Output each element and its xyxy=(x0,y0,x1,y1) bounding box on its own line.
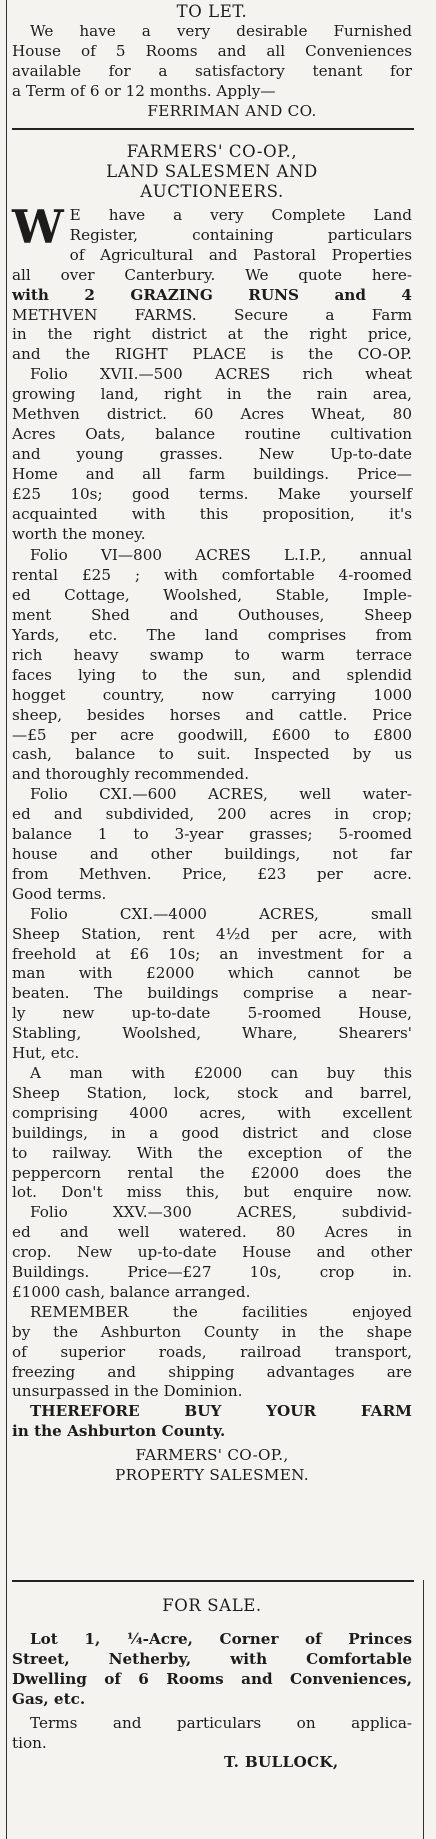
folio-xvii xyxy=(12,365,412,544)
folio-line: ly new up-to-date 5-roomed House, xyxy=(12,1004,412,1023)
for-sale-line: Dwelling of 6 Rooms and Conveniences, xyxy=(12,1669,412,1688)
folio-line: Folio CXI.—4000 ACRES, small xyxy=(30,904,412,923)
folio-line: worth the money. xyxy=(12,524,146,543)
folio-line: acquainted with this proposition, it's xyxy=(12,504,412,523)
intro-line: and the RIGHT PLACE is the CO-OP. xyxy=(12,345,412,364)
for-sale-line: Street, Netherby, with Comfortable xyxy=(12,1649,412,1668)
to-let-line: House of 5 Rooms and all Conveniences xyxy=(12,41,412,60)
body-line: freezing and shipping advantages are xyxy=(12,1362,412,1381)
to-let-line: We have a very desirable Furnished xyxy=(30,22,412,40)
intro-line: with 2 GRAZING RUNS and 4 xyxy=(12,285,412,304)
folio-line: crop. New up-to-date House and other xyxy=(12,1243,412,1262)
folio-cxi-4000 xyxy=(12,905,412,1064)
folio-line: —£5 per acre goodwill, £600 to £800 xyxy=(12,725,412,744)
folio-line: ed and subdivided, 200 acres in crop; xyxy=(12,805,412,824)
to-let-line: a Term of 6 or 12 months. Apply— xyxy=(12,81,276,100)
body-line: unsurpassed in the Dominion. xyxy=(12,1382,243,1401)
body-line: to railway. With the exception of the xyxy=(12,1143,412,1162)
body-line: REMEMBER the facilities enjoyed xyxy=(30,1302,412,1321)
folio-line: freehold at £6 10s; an investment for a xyxy=(12,944,412,963)
farmers-signature: FARMERS' CO-OP., xyxy=(135,1446,289,1465)
folio-line: ment Shed and Outhouses, Sheep xyxy=(12,606,412,625)
drop-cap: W xyxy=(12,200,64,254)
folio-line: Good terms. xyxy=(12,884,107,903)
folio-line: Methven district. 60 Acres Wheat, 80 xyxy=(12,405,412,424)
folio-line: balance 1 to 3-year grasses; 5-roomed xyxy=(12,825,412,844)
intro-line: in the right district at the right price, xyxy=(12,325,412,344)
folio-line: Yards, etc. The land comprises from xyxy=(12,626,412,645)
for-sale-terms: tion. xyxy=(12,1733,47,1752)
for-sale-line: Lot 1, ¼-Acre, Corner of Princes xyxy=(30,1630,412,1648)
farmers-subtitle: AUCTIONEERS. xyxy=(140,182,284,201)
body-line: A man with £2000 can buy this xyxy=(30,1063,412,1082)
for-sale-signature: T. BULLOCK, xyxy=(224,1753,339,1772)
folio-line: from Methven. Price, £23 per acre. xyxy=(12,864,412,883)
folio-line: Stabling, Woolshed, Whare, Shearers' xyxy=(12,1024,412,1043)
body-line: comprising 4000 acres, with excellent xyxy=(12,1103,412,1122)
farmers-coop-ad xyxy=(12,142,412,1486)
folio-line: rental £25 ; with comfortable 4-roomed xyxy=(12,566,412,585)
body-line: peppercorn rental the £2000 does the xyxy=(12,1163,412,1182)
folio-line: Hut, etc. xyxy=(12,1044,80,1063)
folio-line: ed and well watered. 80 Acres in xyxy=(12,1223,412,1242)
folio-line: Folio XVII.—500 ACRES rich wheat xyxy=(30,365,412,384)
divider xyxy=(12,128,414,130)
divider xyxy=(12,1580,414,1582)
folio-line: beaten. The buildings comprise a near- xyxy=(12,984,412,1003)
intro-line: all over Canterbury. We quote here- xyxy=(12,265,412,284)
folio-cxi-600 xyxy=(12,785,412,904)
intro-line: of Agricultural and Pastoral Properties xyxy=(69,245,412,264)
folio-line: ed Cottage, Woolshed, Stable, Imple- xyxy=(12,586,412,605)
folio-xxv xyxy=(12,1203,412,1303)
folio-line: Folio CXI.—600 ACRES, well water- xyxy=(30,785,412,804)
folio-line: cash, balance to suit. Inspected by us xyxy=(12,745,412,764)
folio-line: £25 10s; good terms. Make yourself xyxy=(12,484,412,503)
body-line: by the Ashburton County in the shape xyxy=(12,1322,412,1341)
for-sale-title: FOR SALE. xyxy=(162,1596,262,1615)
folio-line: Folio VI—800 ACRES L.I.P., annual xyxy=(30,546,412,565)
body-line: buildings, in a good district and close xyxy=(12,1123,412,1142)
to-let-ad xyxy=(12,2,412,122)
folio-line: sheep, besides horses and cattle. Price xyxy=(12,705,412,724)
folio-line: and thoroughly recommended. xyxy=(12,765,250,784)
folio-line: Home and all farm buildings. Price— xyxy=(12,464,412,483)
folio-line: Sheep Station, rent 4½d per acre, with xyxy=(12,924,412,943)
folio-vi xyxy=(12,546,412,785)
to-let-signature: FERRIMAN AND CO. xyxy=(147,101,317,120)
remember-paragraph xyxy=(12,1303,412,1403)
therefore-line: THEREFORE BUY YOUR FARM xyxy=(30,1402,412,1421)
to-let-title: TO LET. xyxy=(176,2,248,21)
body-line: lot. Don't miss this, but enquire now. xyxy=(12,1183,412,1202)
folio-line: Folio XXV.—300 ACRES, subdivid- xyxy=(30,1203,412,1222)
folio-line: Buildings. Price—£27 10s, crop in. xyxy=(12,1263,412,1282)
folio-line: Acres Oats, balance routine cultivation xyxy=(12,424,412,443)
body-line: Sheep Station, lock, stock and barrel, xyxy=(12,1083,412,1102)
folio-line: £1000 cash, balance arranged. xyxy=(12,1282,251,1301)
folio-line: house and other buildings, not far xyxy=(12,845,412,863)
column-rule-right xyxy=(423,1580,424,1839)
folio-line: growing land, right in the rain area, xyxy=(12,385,412,404)
farmers-subtitle: LAND SALESMEN AND xyxy=(106,162,318,181)
farmers-title: FARMERS' CO-OP., xyxy=(126,142,298,161)
intro-line: METHVEN FARMS. Secure a Farm xyxy=(12,305,412,324)
intro-line: E have a very Complete Land xyxy=(69,206,412,224)
folio-line: man with £2000 which cannot be xyxy=(12,964,412,983)
intro-paragraph xyxy=(12,200,412,365)
farmers-signature: PROPERTY SALESMEN. xyxy=(115,1466,309,1485)
for-sale-line: Gas, etc. xyxy=(12,1689,86,1708)
for-sale-ad xyxy=(12,1596,412,1773)
intro-line: Register, containing particulars xyxy=(69,225,412,244)
to-let-line: available for a satisfactory tenant for xyxy=(12,61,412,80)
body-line: of superior roads, railroad transport, xyxy=(12,1342,412,1361)
man-with-2000 xyxy=(12,1064,412,1203)
folio-line: rich heavy swamp to warm terrace xyxy=(12,645,412,664)
therefore-line: in the Ashburton County. xyxy=(12,1422,226,1441)
for-sale-terms: Terms and particulars on applica- xyxy=(30,1713,412,1732)
folio-line: faces lying to the sun, and splendid xyxy=(12,665,412,684)
folio-line: and young grasses. New Up-to-date xyxy=(12,444,412,463)
folio-line: hogget country, now carrying 1000 xyxy=(12,685,412,704)
